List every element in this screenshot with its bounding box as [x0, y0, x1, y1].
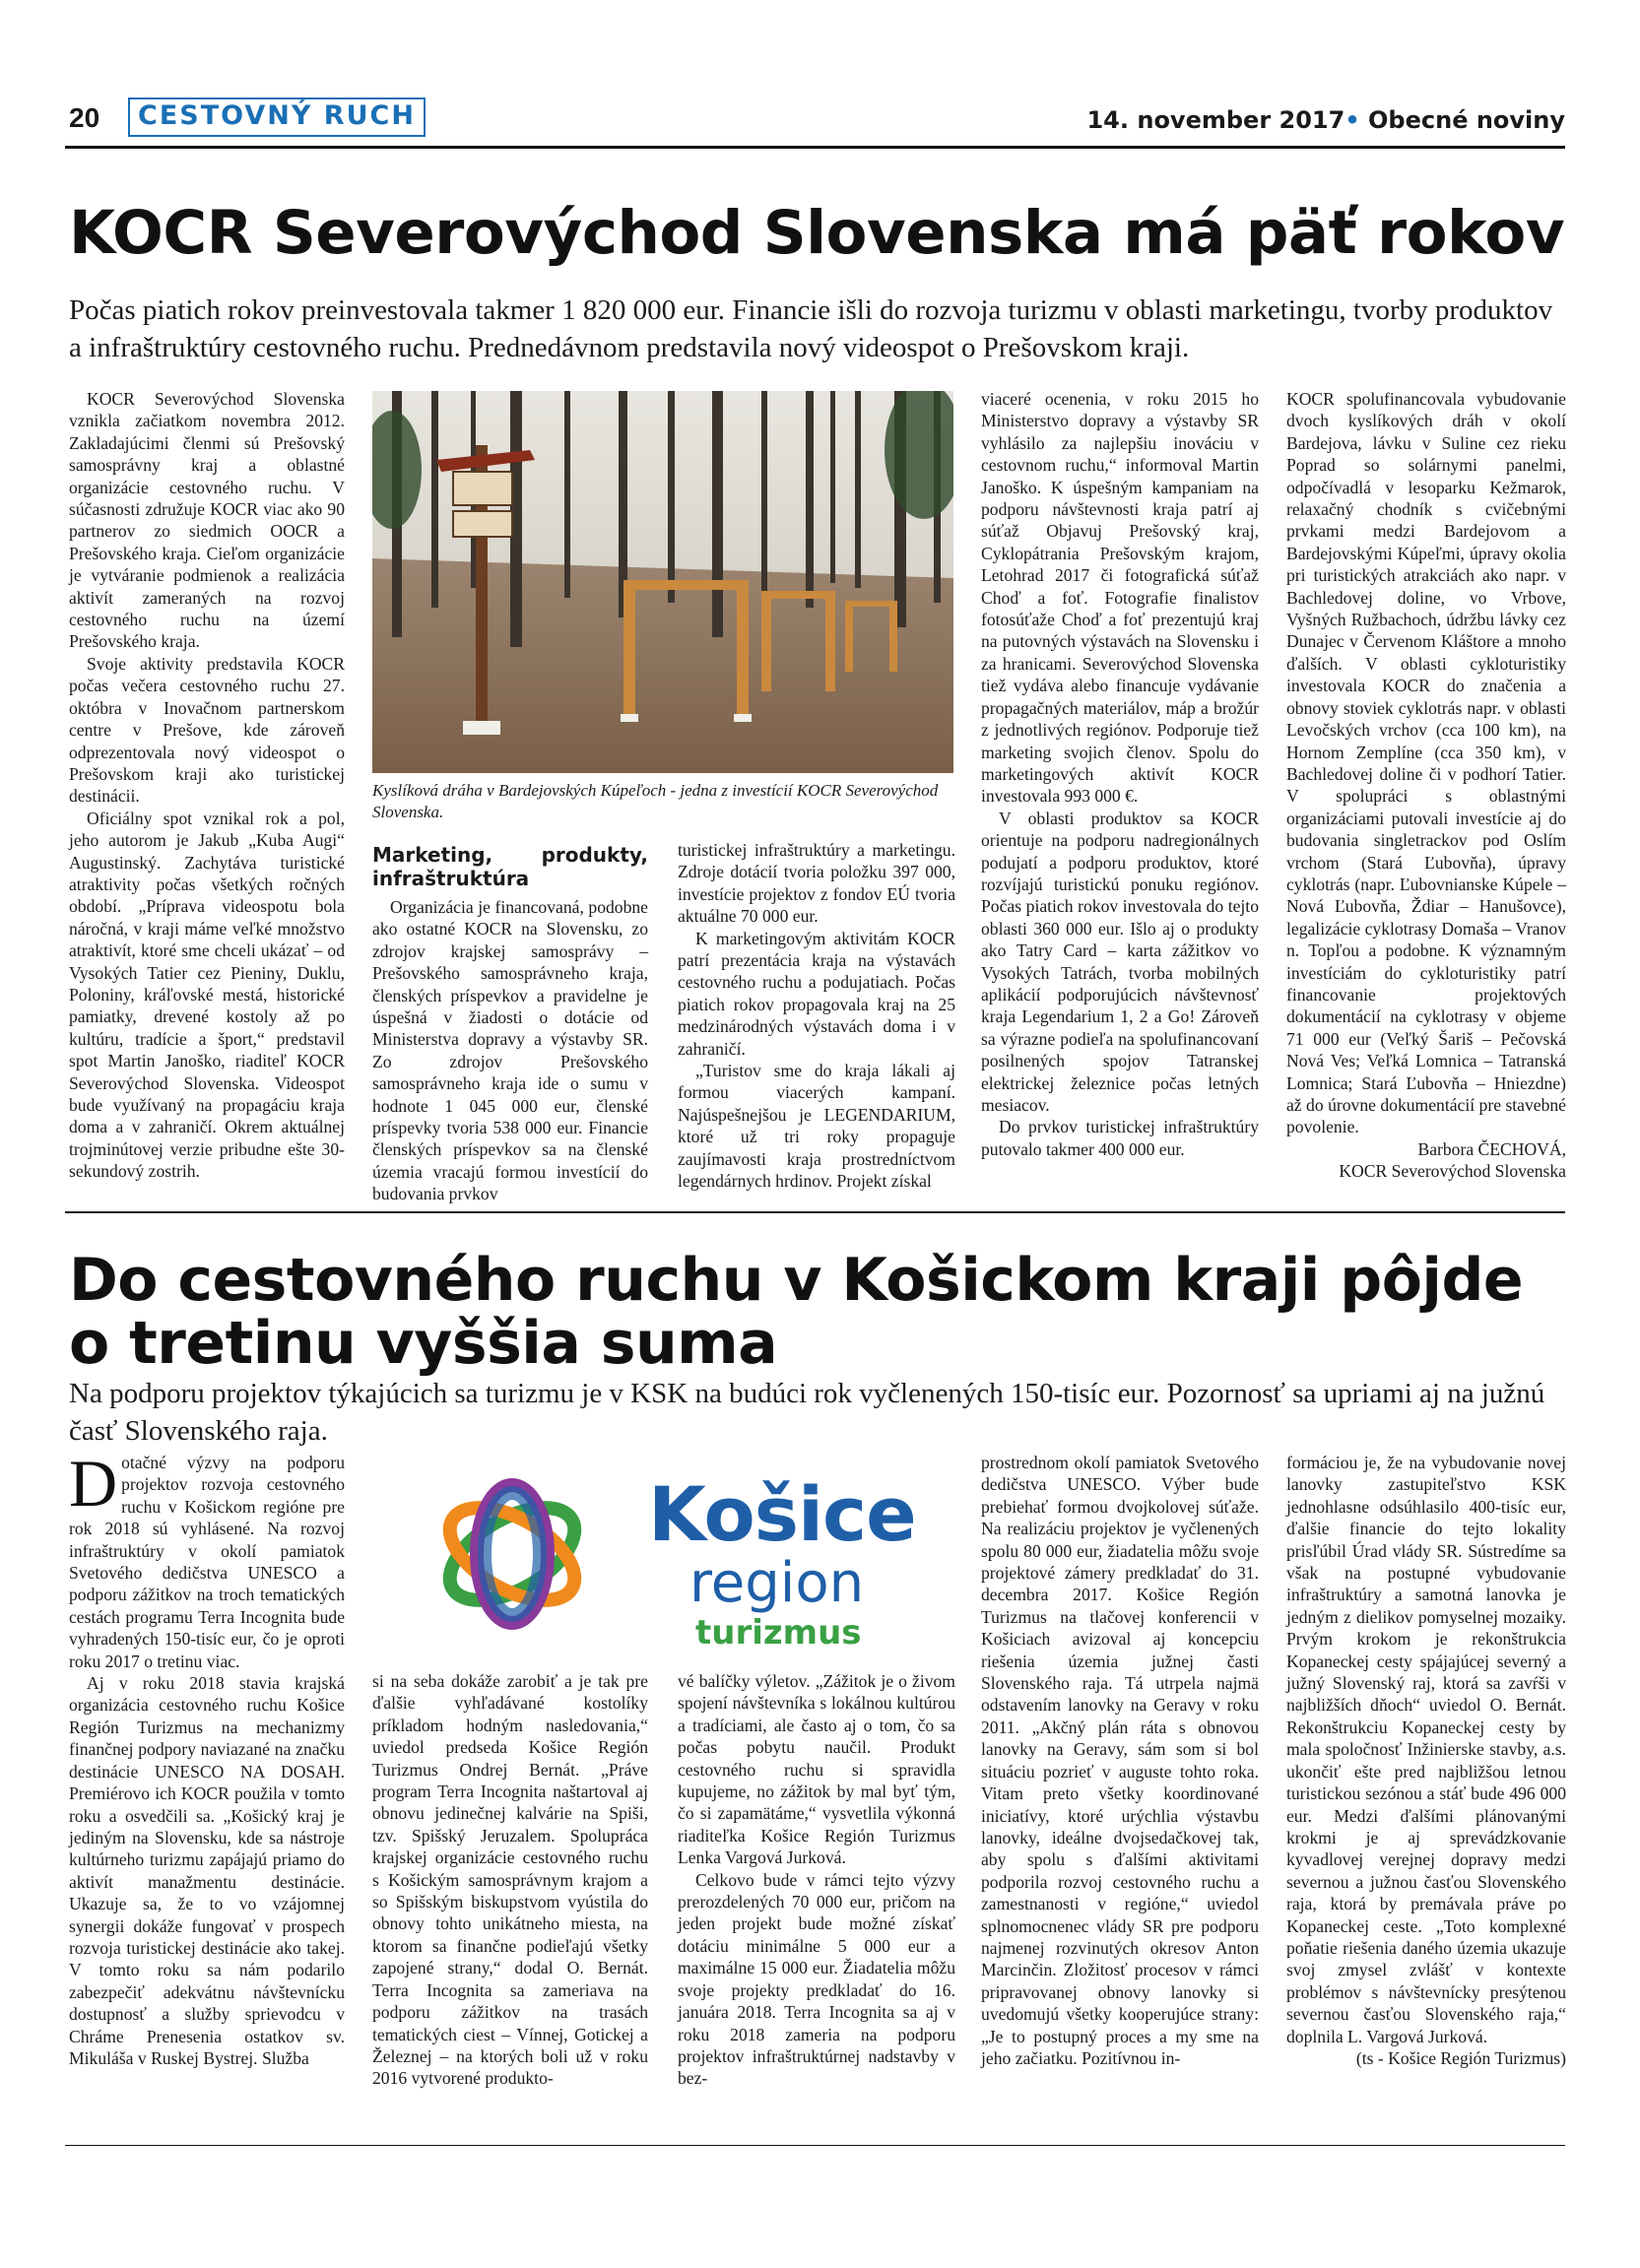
- paragraph: prostrednom okolí pamiatok Svetového dedičstva UNESCO. Výber bude prebiehať formou dvojkolovej súťaže. Na realizáciu projektov je vyčlenených spolu 80 000 eur, žiadatelia môžu svoje projektové zámery predkladať do 31. decembra 2017. Košice Región Turizmus na tlačovej konferencii v Košiciach avizoval aj koncepciu riešenia územia južnej časti Slovenského raja. Tá utrpela najmä odstavením lanovky na Geravy v roku 2011. „Akčný plán rátа s obnovou lanovky na Geravy, sám som si bol situáciu pozrieť v auguste tohto roka. Vitam preto všetky koordinované iniciatívy, ktoré urýchlia výstavbu lanovky, ideálne dvojsedačkovej tak, aby spolu s ďalšími aktivitami podporila rozvoj cestovného ruchu a zamestnanosti v regióne,“ uviedol splnomocnenec vlády SR pre podporu najmenej rozvinutých okresov Anton Marcinčin. Zložitosť procesov v rámci pripravovanej obnovy lanovky si uvedomujú všetky kooperujúce strany: „Je to postupný proces a my sme na jeho začiatku. Pozitívnou in-: [981, 1453, 1259, 2068]
- bullet-separator: •: [1345, 106, 1360, 134]
- paragraph: Oficiálny spot vznikal rok a pol, jeho autorom je Jakub „Kuba Augi“ Augustinský. Zachytáva turistické atraktivity počas všetkých ročných období. „Príprava videospotu bola náročná, v kraji máme veľké množstvo atraktivít, ktoré sme chceli ukázať – od Vysokých Tatier cez Pieniny, Duklu, Poloniny, kráľovské mestá, historické pamiatky, drevené kostoly až po kultúru, tradície a šport,“ predstavil spot Martin Janoško, riaditeľ KOCR Severovýchod Slovenska. Videospot bude využívaný na propagáciu kraja doma a v zahraničí. Okrem aktuálnej trojminútovej verzie pribudne ešte 30-sekundový zostrih.: [69, 808, 345, 1182]
- issue-date: 14. november 2017: [1086, 106, 1345, 134]
- forest-photo: [372, 391, 953, 773]
- paragraph: otačné výzvy na podporu projektov rozvoja cestovného ruchu v Košickom regióne pre rok 2018 sú vyhlásené. Na rozvoj infraštruktúry v okolí pamiatok Svetového dedičstva UNESCO a podporu zážitkov na troch tematických cestách programu Terra Incognita bude vyhradených 150-tisíc eur, čo je oproti roku 2017 o tretinu viac.: [69, 1453, 345, 1671]
- article2-lead: Na podporu projektov týkajúcich sa turizmu je v KSK na budúci rok vyčlenených 150-tisíc eur. Pozornosť sa upriami aj na južnú časť Slovenského raja.: [69, 1378, 1545, 1447]
- paragraph: Organizácia je financovaná, podobne ako ostatné KOCR na Slovensku, zo zdrojov krajskej samosprávy – Prešovského samosprávneho kraja, členských príspevkov a pravidelne je úspešná v žiadosti o dotácie od Ministerstva dopravy a výstavby SR. Zo zdrojov Prešovského samosprávneho kraja ide o sumu v hodnote 1 045 000 eur, členské príspevky tvoria 538 000 eur. Financie členských príspevkov sa na členské územia vracajú formou investícií do budovania prvkov: [372, 897, 648, 1204]
- publication-name: Obecné noviny: [1368, 106, 1565, 134]
- logo-word-turizmus: turizmus: [695, 1613, 862, 1652]
- article2-column-5: [1286, 1452, 1566, 2069]
- section-label: CESTOVNÝ RUCH: [128, 97, 426, 137]
- article1-column-1: [69, 388, 345, 1183]
- logo-word-region: region: [689, 1551, 865, 1615]
- article1-headline: KOCR Severovýchod Slovenska má päť rokov: [69, 198, 1565, 268]
- article1-column-3: [678, 839, 955, 1193]
- kosice-region-logo: [374, 1456, 955, 1662]
- article-separator: [65, 1211, 1565, 1213]
- paragraph: turistickej infraštruktúry a marketingu. Zdroje dotácií tvoria položku 397 000, investície projektov z fondov EÚ tvoria aktuálne 70 000 eur.: [678, 840, 955, 927]
- article2-column-2: [372, 1670, 648, 2090]
- forest-photo-image: [372, 391, 953, 773]
- article1-column-5: [1286, 388, 1566, 1183]
- paragraph: Do prvkov turistickej infraštruktúry putovalo takmer 400 000 eur.: [981, 1117, 1259, 1159]
- article2-column-3: [678, 1670, 955, 2090]
- article2-headline: [69, 1246, 1566, 1378]
- paragraph: Svoje aktivity predstavila KOCR počas večera cestovného ruchu 27. októbra v Inovačnom partnerskom centre v Prešove, kde zároveň odprezentovala nový videospot o Prešovskom kraji ako turistickej destinácii.: [69, 653, 345, 807]
- photo-caption: Kyslíková dráha v Bardejovských Kúpeľoch - jedna z investícií KOCR Severovýchod Slovenska.: [372, 781, 939, 821]
- paragraph: Aj v roku 2018 stavia krajská organizácia cestovného ruchu Košice Región Turizmus na mechanizmy finančnej podpory naviazané na značku destinácie UNESCO NA DOSAH. Premiérovo ich KOCR použila v tomto roku a osvedčili sa. „Košický kraj je jediným na Slovensku, kde sa nástroje kultúrneho turizmu zapájajú priamo do aktivít manažmentu destinácie. Ukazuje sa, že to vo vzájomnej synergii dokáže fungovať v prospech rozvoja turistickej destinácie ako takej. V tomto roku sa nám podarilo zabezpečiť adekvátnu návštevnícku dostupnosť a služby sprievodcu v Chráme Prenesenia ostatkov sv. Mikuláša v Ruskej Bystrej. Služba: [69, 1673, 345, 2068]
- header-rule: [65, 146, 1565, 149]
- article2-headline-line1: Do cestovného ruchu v Košickom kraji pôjde: [69, 1246, 1524, 1315]
- logo-word-kosice: Košice: [648, 1470, 916, 1558]
- article2-column-1: [69, 1446, 345, 2069]
- paragraph: KOCR spolufinancovala vybudovanie dvoch kyslíkových dráh v okolí Bardejova, lávku v Suline cez rieku Poprad so solárnymi panelmi, odpočívadlá v lesoparku Kežmarok, relaxačný chodník s cvičebnými prvkami medzi Bardejovom a Bardejovskými Kúpeľmi, úpravy okolia pri turistických atrakciách ako napr. v Bachledovej doline, vo Vrbove, Vyšných Ružbachoch, údržbu lávky cez Dunajec v Červenom Kláštore a mnoho ďalších. V oblasti cykloturistiky investovala KOCR do značenia a obnovy stoviek cyklotrás napr. v oblasti Levočských vrchov (cca 100 km), na Hornom Zemplíne (cca 350 km), v Bachledovej doline či v podhorí Tatier. V spolupráci s oblastnými organizáciami putovali investície aj do budovania singletrackov pod Oslím vrchom (Stará Ľubovňa), úpravy cyklotrás (napr. Ľubovnianske Kúpele – Nová Ľubovňa, Ždiar – Hanušovce), legalizácie cyklotrasy Domaša – Vranov n. Topľou a podobne. K významným investíciám do cykloturistiky patrí financovanie projektových dokumentácií na cyklotrasy v objeme 71 000 eur (Veľký Šariš – Pečovská Nová Ves; Veľká Lomnica – Tatranská Lomnica; Stará Ľubovňa – Hniezdne) až do úrovne dokumentácií pre stavebné povolenie.: [1286, 389, 1566, 1137]
- paragraph: vé balíčky výletov. „Zážitok je o živom spojení návštevníka s lokálnou kultúrou a tradíciami, ale často aj o tom, čo sa počas pobytu naučil. Produkt cestovného ruchu si spravidla kupujeme, no zážitok by mal byť tým, čo si zapamätáme,“ vysvetlila výkonná riaditeľka Košice Región Turizmus Lenka Vargová Jurková.: [678, 1671, 955, 1868]
- paragraph: viaceré ocenenia, v roku 2015 ho Ministerstvo dopravy a výstavby SR vyhlásilo za najlepšiu inováciu v cestovnom ruchu,“ informoval Martin Janoško. K úspešným kampaniam na podporu návštevnosti kraja patrí aj súťaž Objavuj Prešovský kraj, Cyklopátrania Prešovským krajom, Letohrad 2017 či fotografická súťaž Choď a foť. Fotografie finalistov fotosúťaže Choď a foť prezentujú kraj na putovných výstavách na Slovensku i za hranicami. Severovýchod Slovenska tiež vydáva alebo financuje vydávanie propagačných materiálov, máp a brožúr z jednotlivých regiónov. Podporuje tiež marketing svojich členov. Spolu do marketingových aktivít KOCR investovala 993 000 €.: [981, 389, 1259, 807]
- paragraph: KOCR Severovýchod Slovenska vznikla začiatkom novembra 2012. Zakladajúcimi členmi sú Prešovský samosprávny kraj a oblastné organizácie cestovného ruchu. V súčasnosti združuje KOCR viac ako 90 partnerov zo siedmich OOCR a Prešovského kraja. Cieľom organizácie je vytváranie podmienok a realizácia aktivít zameraných na rozvoj cestovného ruchu na území Prešovského kraja.: [69, 389, 345, 652]
- paragraph: formáciou je, že na vybudovanie novej lanovky zastupiteľstvo KSK jednohlasne odsúhlasilo 400-tisíc eur, ďalšie financie do tejto lokality prisľúbil Úrad vlády SR. Sústredíme sa však na postupné vybudovanie infraštruktúry a samotná lanovka je jedným z dielikov pomyselnej mozaiky. Prvým krokom je rekonštrukcia Kopaneckej cesty spájajúcej severný a južný Slovenský raj, ktorá sa zavŕši v najbližších dňoch“ uviedol O. Bernát. Rekonštrukciu Kopaneckej cesty by mala spoločnosť Inžinierske stavby, a.s. ukončiť ešte pred najbližšou letnou turistickou sezónou a stáť bude 496 000 eur. Medzi ďalšími plánovanými krokmi je aj sprevádzkovanie kyvadlovej verejnej dopravy medzi severnou a južnou časťou Slovenského raja, ktorá by premávala práve po Kopaneckej ceste. „Toto komplexné poňatie riešenia daného územia ukazuje svoj zmysel zvlášť v kontexte problémov s návštevnícky presýtenou severnou časťou Slovenského raja,“ doplnila L. Vargová Jurková.: [1286, 1453, 1566, 2046]
- article1-lead: Počas piatich rokov preinvestovala takmer 1 820 000 eur. Financie išli do rozvoja turizmu v oblasti marketingu, tvorby produktov a infraštruktúry cestovného ruchu. Prednedávnom predstavila nový videospot o Prešovskom kraji.: [69, 294, 1553, 363]
- article2-source: (ts - Košice Región Turizmus): [1355, 2047, 1566, 2068]
- author-name: Barbora ČECHOVÁ,: [1417, 1138, 1566, 1159]
- page-number: 20: [69, 102, 100, 133]
- issue-info: [1086, 106, 1565, 134]
- drop-cap: D: [69, 1446, 118, 1521]
- paragraph: si na seba dokáže zarobiť a je tak pre ďalšie vyhľadávané kostolíky príkladom hodným nasledovania,“ uviedol predseda Košice Región Turizmus Ondrej Bernát. „Práve program Terra Incognita naštartoval aj obnovu jedinečnej kalvárie na Spiši, tzv. Spišský Jeruzalem. Spolupráca krajskej organizácie cestovného ruchu s Košickým samosprávnym krajom a so Spišským biskupstvom vyústila do obnovy tohto unikátneho miesta, na ktorom sa finančne podieľajú všetky zapojené strany,“ dodal O. Bernát. Terra Incognita sa zameriava na podporu zážitkov na trasách tematických ciest – Vínnej, Gotickej a Železnej – na ktorých boli už v roku 2016 vytvorené produkto-: [372, 1671, 648, 2089]
- article1-column-2: [372, 839, 648, 1205]
- article2-column-4: [981, 1452, 1259, 2069]
- paragraph: V oblasti produktov sa KOCR orientuje na podporu nadregionálnych podujatí a podporu produktov, ktoré rozvíjajú turistickú ponuku regiónov. Počas piatich rokov investovala do tejto oblasti 360 000 eur. Išlo aj o produkty ako Tatry Card – karta zážitkov vo Vysokých Tatrách, tvorba mobilných aplikácií podporujúcich návštevnosť kraja Legendarium 1, 2 a Go! Zároveň sa výrazne podieľa na spolufinancovaní posilnených spojov Tatranskej elektrickej železnice počas letných mesiacov.: [981, 808, 1259, 1115]
- paragraph: K marketingovým aktivitám KOCR patrí prezentácia kraja na výstavách cestovného ruchu a podujatiach. Počas piatich rokov propagovala kraj na 25 medzinárodných výstavách doma i v zahraničí.: [678, 928, 955, 1059]
- article2-headline-line2: o tretinu vyššia suma: [69, 1309, 778, 1378]
- paragraph: „Turistov sme do kraja lákali aj formou viacerých kampaní. Najúspešnejšou je LEGENDARIUM, ktoré už tri roky propaguje zaujímavosti kraja prostredníctvom legendárnych hrdinov. Projekt získal: [678, 1061, 955, 1192]
- bottom-rule: [65, 2145, 1565, 2146]
- article1-column-4: [981, 388, 1259, 1160]
- article1-subheading: Marketing, produkty, infraštruktúra: [372, 843, 648, 890]
- author-organization: KOCR Severovýchod Slovenska: [1339, 1161, 1566, 1182]
- paragraph: Celkovo bude v rámci tejto výzvy prerozdelených 70 000 eur, pričom na jeden projekt bude možné získať dotáciu minimálne 5 000 eur a maximálne 15 000 eur. Žiadatelia môžu svoje projekty predkladať do 16. januára 2018. Terra Incognita sa aj v roku 2018 zameria na podporu projektov infraštruktúrnej nadstavby v bez-: [678, 1869, 955, 2089]
